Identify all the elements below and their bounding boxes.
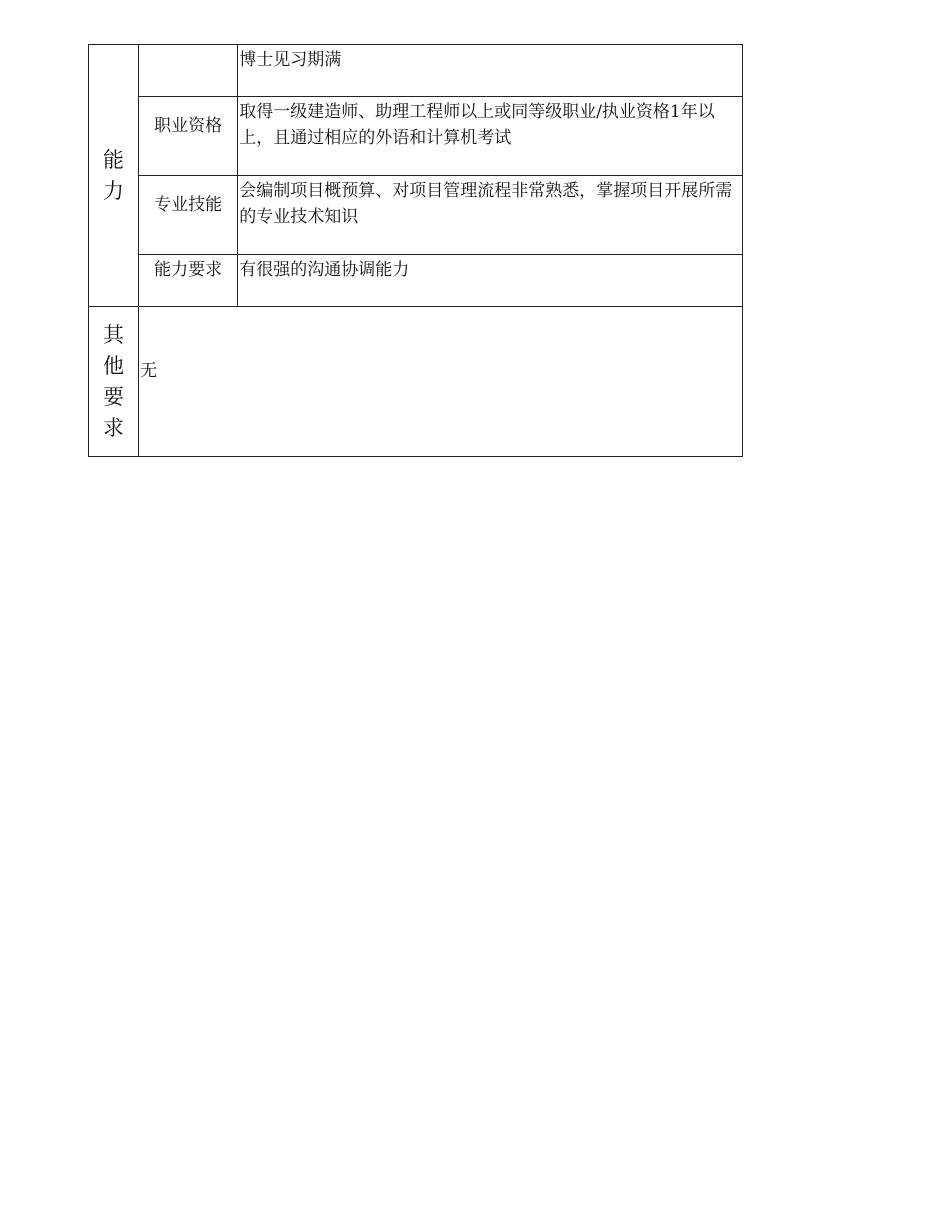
subcategory-cell — [139, 255, 238, 307]
description-text: 有很强的沟通协调能力 — [239, 260, 410, 280]
subcategory-label: 能力要求 — [154, 260, 223, 280]
subcategory-label: 专业技能 — [154, 195, 223, 215]
description-cell — [238, 176, 743, 255]
subcategory-cell — [139, 97, 238, 176]
description-text: 取得一级建造师、助理工程师以上或同等级职业/执业资格1年以上，且通过相应的外语和计算机考试 — [239, 102, 715, 148]
description-text: 会编制项目概预算、对项目管理流程非常熟悉，掌握项目开展所需的专业技术知识 — [239, 181, 733, 227]
table-row — [89, 45, 743, 97]
description-text: 博士见习期满 — [239, 50, 342, 70]
description-cell — [139, 307, 743, 457]
category-label: 能力 — [103, 147, 125, 203]
table-row — [89, 307, 743, 457]
description-cell — [238, 97, 743, 176]
subcategory-cell — [139, 176, 238, 255]
subcategory-label: 职业资格 — [154, 116, 223, 136]
category-cell-other — [89, 307, 139, 457]
table-row — [89, 97, 743, 176]
category-label: 其他要求 — [103, 322, 125, 440]
category-cell-ability — [89, 45, 139, 307]
description-cell — [238, 255, 743, 307]
subcategory-cell — [139, 45, 238, 97]
description-text: 无 — [140, 360, 158, 381]
subcategory-label — [139, 45, 237, 61]
table-row — [89, 255, 743, 307]
description-cell — [238, 45, 743, 97]
requirements-table — [88, 44, 743, 457]
table-row — [89, 176, 743, 255]
